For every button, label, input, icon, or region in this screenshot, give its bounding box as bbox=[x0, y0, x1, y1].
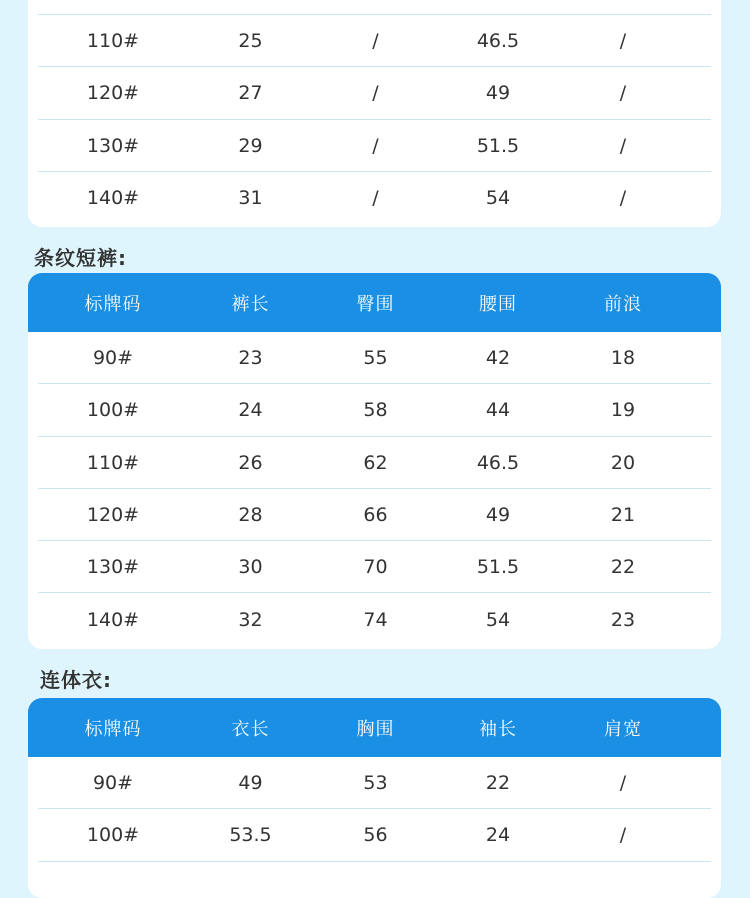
table-cell: 49 bbox=[485, 82, 511, 105]
table-cell: 44 bbox=[485, 399, 511, 422]
table-cell: 56 bbox=[363, 824, 388, 847]
table-cell: 25 bbox=[238, 30, 263, 53]
table-cell: 24 bbox=[238, 399, 263, 422]
table-cell: / bbox=[372, 82, 379, 105]
table-cell: 46.5 bbox=[476, 451, 520, 474]
section-title-shorts: 条纹短裤: bbox=[34, 246, 127, 270]
size-table-shorts bbox=[28, 273, 721, 649]
table-cell: 49 bbox=[238, 772, 263, 795]
header-cell-size: 标牌码 bbox=[84, 718, 142, 740]
table-cell: 20 bbox=[610, 451, 636, 474]
table-cell: / bbox=[619, 134, 627, 157]
table-cell: 100# bbox=[86, 399, 140, 422]
table-cell: 42 bbox=[485, 347, 511, 370]
table-row bbox=[28, 0, 721, 15]
table-cell: 130# bbox=[86, 556, 140, 579]
table-cell: / bbox=[619, 187, 627, 210]
table-cell: 24 bbox=[485, 824, 511, 847]
table-cell: 110# bbox=[86, 451, 140, 474]
header-cell-chest: 胸围 bbox=[356, 718, 395, 740]
header-cell-waist: 腰围 bbox=[479, 293, 517, 315]
table-cell: 62 bbox=[363, 451, 388, 474]
table-cell: 23 bbox=[238, 347, 263, 370]
table-cell: 31 bbox=[238, 187, 263, 210]
table-row bbox=[28, 67, 721, 119]
header-cell-size: 标牌码 bbox=[84, 293, 142, 315]
table-row bbox=[28, 384, 721, 436]
header-cell-hip: 臀围 bbox=[356, 293, 395, 315]
table-row bbox=[28, 15, 721, 67]
table-row bbox=[28, 757, 721, 809]
table-cell: 70 bbox=[363, 556, 388, 579]
table-cell: 49 bbox=[485, 504, 511, 527]
table-row bbox=[28, 489, 721, 541]
table-cell: 46.5 bbox=[476, 30, 520, 53]
table-cell: 66 bbox=[363, 504, 388, 527]
table-row bbox=[28, 332, 721, 384]
size-table-romper bbox=[28, 698, 721, 898]
table-row bbox=[28, 541, 721, 593]
table-cell: 55 bbox=[363, 347, 388, 370]
table-cell: 74 bbox=[363, 608, 388, 631]
table-header bbox=[28, 698, 721, 757]
table-cell: 100# bbox=[86, 824, 140, 847]
table-cell: 22 bbox=[610, 556, 636, 579]
table-cell: 27 bbox=[238, 82, 263, 105]
table-cell: 28 bbox=[238, 504, 263, 527]
table-cell: 32 bbox=[238, 608, 263, 631]
header-cell-front-rise: 前浪 bbox=[604, 293, 642, 315]
table-cell: / bbox=[372, 30, 379, 53]
table-cell: / bbox=[372, 134, 379, 157]
table-row bbox=[28, 809, 721, 861]
table-cell: 58 bbox=[363, 399, 388, 422]
table-row bbox=[28, 120, 721, 172]
table-cell: 22 bbox=[485, 772, 511, 795]
table-cell: / bbox=[619, 824, 627, 847]
table-header bbox=[28, 273, 721, 332]
table-cell: 51.5 bbox=[476, 556, 520, 579]
header-cell-shoulder: 肩宽 bbox=[604, 718, 642, 740]
table-cell: 90# bbox=[92, 347, 134, 370]
table-cell: 53 bbox=[363, 772, 388, 795]
table-cell: 29 bbox=[238, 134, 263, 157]
table-cell: 30 bbox=[238, 556, 263, 579]
table-cell: 120# bbox=[86, 504, 140, 527]
header-cell-length: 裤长 bbox=[231, 293, 270, 315]
table-cell: / bbox=[619, 82, 627, 105]
table-cell: 19 bbox=[610, 399, 636, 422]
table-cell: 140# bbox=[86, 608, 140, 631]
table-cell: 130# bbox=[86, 134, 140, 157]
table-cell: 54 bbox=[485, 187, 511, 210]
table-row bbox=[28, 172, 721, 224]
table-cell: 90# bbox=[92, 772, 134, 795]
table-row bbox=[28, 593, 721, 645]
table-row bbox=[28, 437, 721, 489]
table-cell: 120# bbox=[86, 82, 140, 105]
table-cell: 18 bbox=[610, 347, 636, 370]
table-cell: 53.5 bbox=[229, 824, 272, 847]
table-cell: 54 bbox=[485, 608, 511, 631]
table-cell: 51.5 bbox=[476, 134, 520, 157]
section-title-romper: 连体衣: bbox=[40, 668, 112, 692]
table-cell: 110# bbox=[86, 30, 140, 53]
table-cell: / bbox=[619, 30, 627, 53]
table-cell: 26 bbox=[238, 451, 263, 474]
size-table-top bbox=[28, 0, 721, 227]
header-cell-length: 衣长 bbox=[231, 718, 270, 740]
table-cell: / bbox=[372, 187, 379, 210]
table-cell: 21 bbox=[610, 504, 636, 527]
table-cell: 140# bbox=[86, 187, 140, 210]
header-cell-sleeve: 袖长 bbox=[479, 718, 517, 740]
table-cell: 23 bbox=[610, 608, 636, 631]
table-cell: / bbox=[619, 772, 627, 795]
